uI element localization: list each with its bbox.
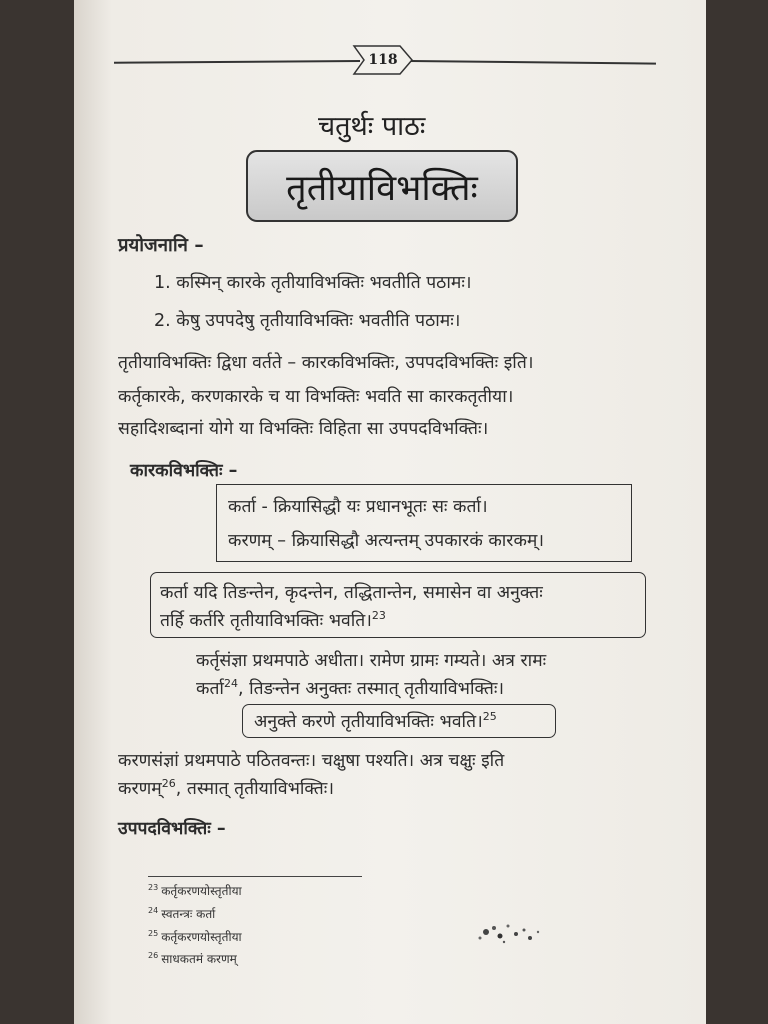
example-1-line-2: कर्ता$^{24}$, तिङन्तेन अनुक्तः तस्मात् तृतीयाविभक्तिः। xyxy=(196,677,505,699)
lesson-label: चतुर्थः पाठः xyxy=(318,111,426,142)
definition-karana: करणम् – क्रियासिद्धौ अत्यन्तम् उपकारकं कारकम्। xyxy=(228,531,545,551)
page-number: 118 xyxy=(368,52,398,68)
intro-line-3: सहादिशब्दानां योगे या विभक्तिः विहिता सा उपपदविभक्तिः। xyxy=(118,419,489,439)
header-rule-right xyxy=(410,60,656,64)
footnote-ref-23: 23 xyxy=(371,609,386,623)
example-2-line-2: करणम्$^{26}$, तस्मात् तृतीयाविभक्तिः। xyxy=(118,777,334,799)
karaka-heading: कारकविभक्तिः – xyxy=(130,461,238,481)
definition-karta: कर्ता - क्रियासिद्धौ यः प्रधानभूतः सः कर्ता। xyxy=(228,497,488,517)
objectives-heading: प्रयोजनानि – xyxy=(118,235,204,256)
rule-1-line-2: तर्हि कर्तरि तृतीयाविभक्तिः भवति।$^{23}$ xyxy=(160,609,386,631)
rule-1-line-1: कर्ता यदि तिङन्तेन, कृदन्तेन, तद्धितान्तेन, समासेन वा अनुक्तः xyxy=(160,583,543,603)
ink-smudge xyxy=(466,912,556,952)
intro-line-2: कर्तृकारके, करणकारके च या विभक्तिः भवति सा कारकतृतीया। xyxy=(118,387,514,407)
footnote-26: $^{26}$ साधकतमं करणम् xyxy=(148,951,237,966)
lesson-title: तृतीयाविभक्तिः xyxy=(286,167,478,209)
footnote-divider xyxy=(148,876,362,877)
lesson-title-box xyxy=(246,150,518,222)
footnote-24: $^{24}$ स्वतन्त्रः कर्ता xyxy=(148,906,216,921)
objective-item-2: 2. केषु उपपदेषु तृतीयाविभक्तिः भवतीति पठामः। xyxy=(154,311,461,331)
rule-2-text: अनुक्ते करणे तृतीयाविभक्तिः भवति।$^{25}$ xyxy=(254,710,497,732)
book-page xyxy=(74,0,706,1024)
footnote-ref-25: 25 xyxy=(482,710,497,724)
objective-item-1: 1. कस्मिन् कारके तृतीयाविभक्तिः भवतीति पठामः। xyxy=(154,273,472,293)
example-2-line-1: करणसंज्ञां प्रथमपाठे पठितवन्तः। चक्षुषा पश्यति। अत्र चक्षुः इति xyxy=(118,751,505,771)
header-rule-left xyxy=(114,60,360,63)
footnote-ref-24: 24 xyxy=(223,677,238,691)
footnote-23: $^{23}$ कर्तृकरणयोस्तृतीया xyxy=(148,883,242,898)
footnote-25: $^{25}$ कर्तृकरणयोस्तृतीया xyxy=(148,929,242,944)
page-number-badge xyxy=(352,44,414,76)
intro-line-1: तृतीयाविभक्तिः द्विधा वर्तते – कारकविभक्तिः, उपपदविभक्तिः इति। xyxy=(118,353,534,373)
footnote-ref-26: 26 xyxy=(161,777,176,791)
upapada-heading: उपपदविभक्तिः – xyxy=(118,819,226,839)
example-1-line-1: कर्तृसंज्ञा प्रथमपाठे अधीता। रामेण ग्रामः गम्यते। अत्र रामः xyxy=(196,651,547,671)
